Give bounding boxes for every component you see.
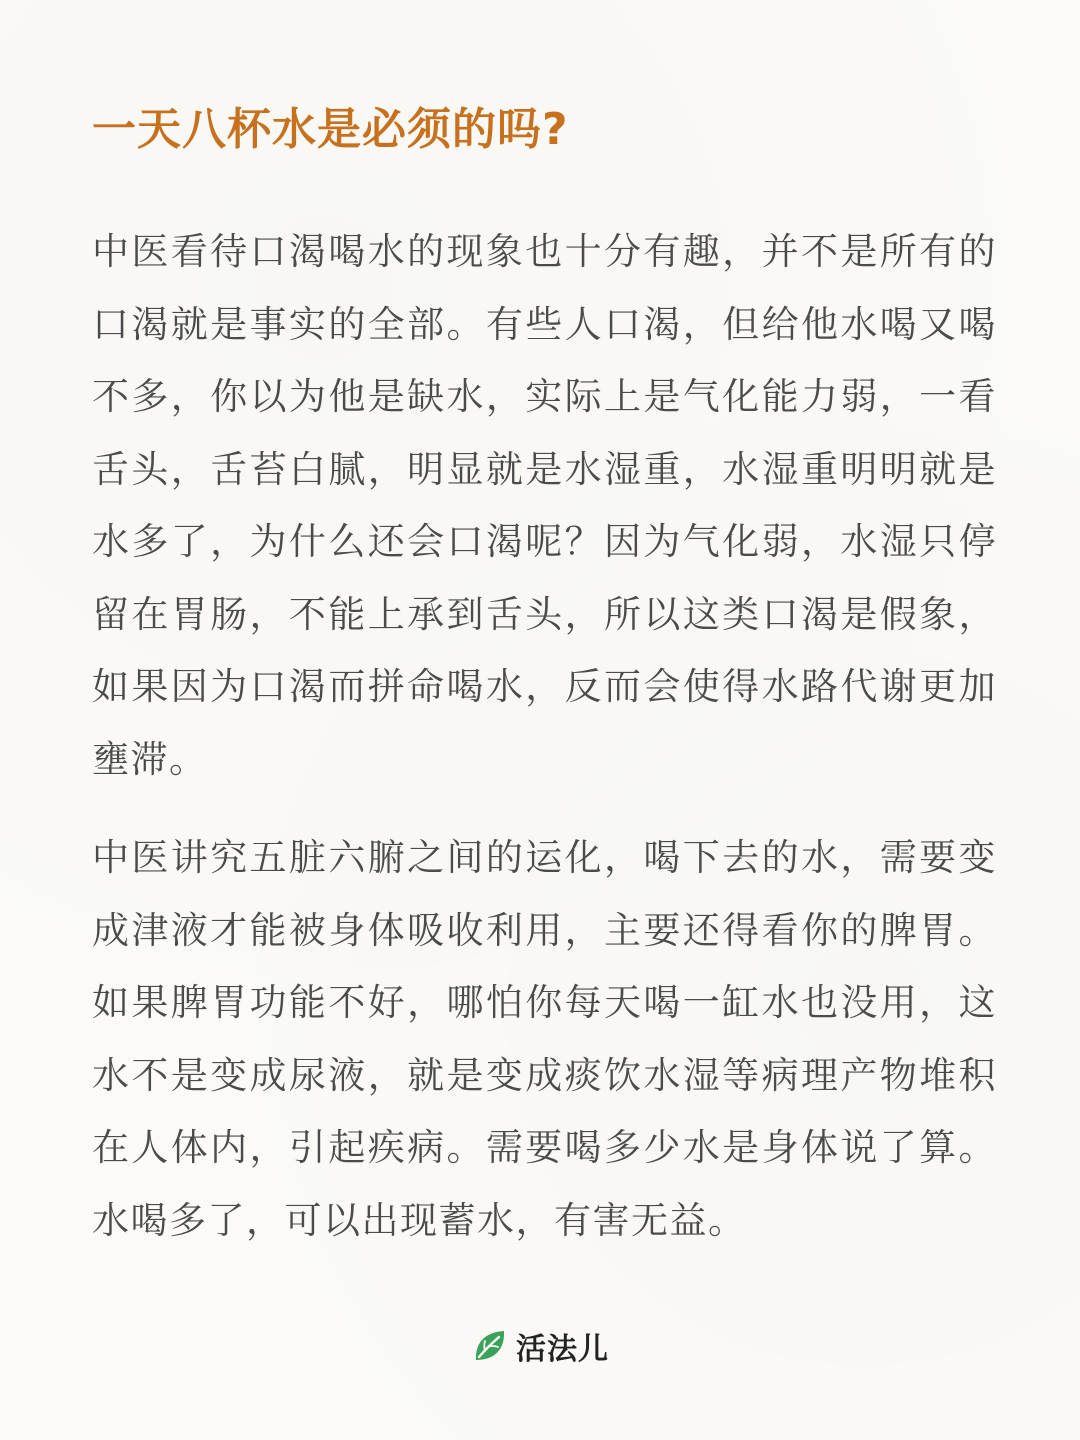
article-paragraph-1: 中医看待口渴喝水的现象也十分有趣，并不是所有的口渴就是事实的全部。有些人口渴，但给他水喝又喝不多，你以为他是缺水，实际上是气化能力弱，一看舌头，舌苔白腻，明显就是水湿重，水湿重明明就是水多了，为什么还会口渴呢？因为气化弱，水湿只停留在胃肠，不能上承到舌头，所以这类口渴是假象，如果因为口渴而拼命喝水，反而会使得水路代谢更加壅滞。 (92, 230, 997, 781)
article-paragraph-2: 中医讲究五脏六腑之间的运化，喝下去的水，需要变成津液才能被身体吸收利用，主要还得看你的脾胃。如果脾胃功能不好，哪怕你每天喝一缸水也没用，这水不是变成尿液，就是变成痰饮水湿等病理产物堆积在人体内，引起疾病。需要喝多少水是身体说了算。水喝多了，可以出现蓄水，有害无益。 (92, 836, 997, 1242)
article-title: 一天八杯水是必须的吗? (92, 104, 569, 155)
leaf-icon (470, 1326, 510, 1366)
brand-name: 活法儿 (516, 1332, 609, 1367)
brand-footer (470, 1324, 609, 1368)
